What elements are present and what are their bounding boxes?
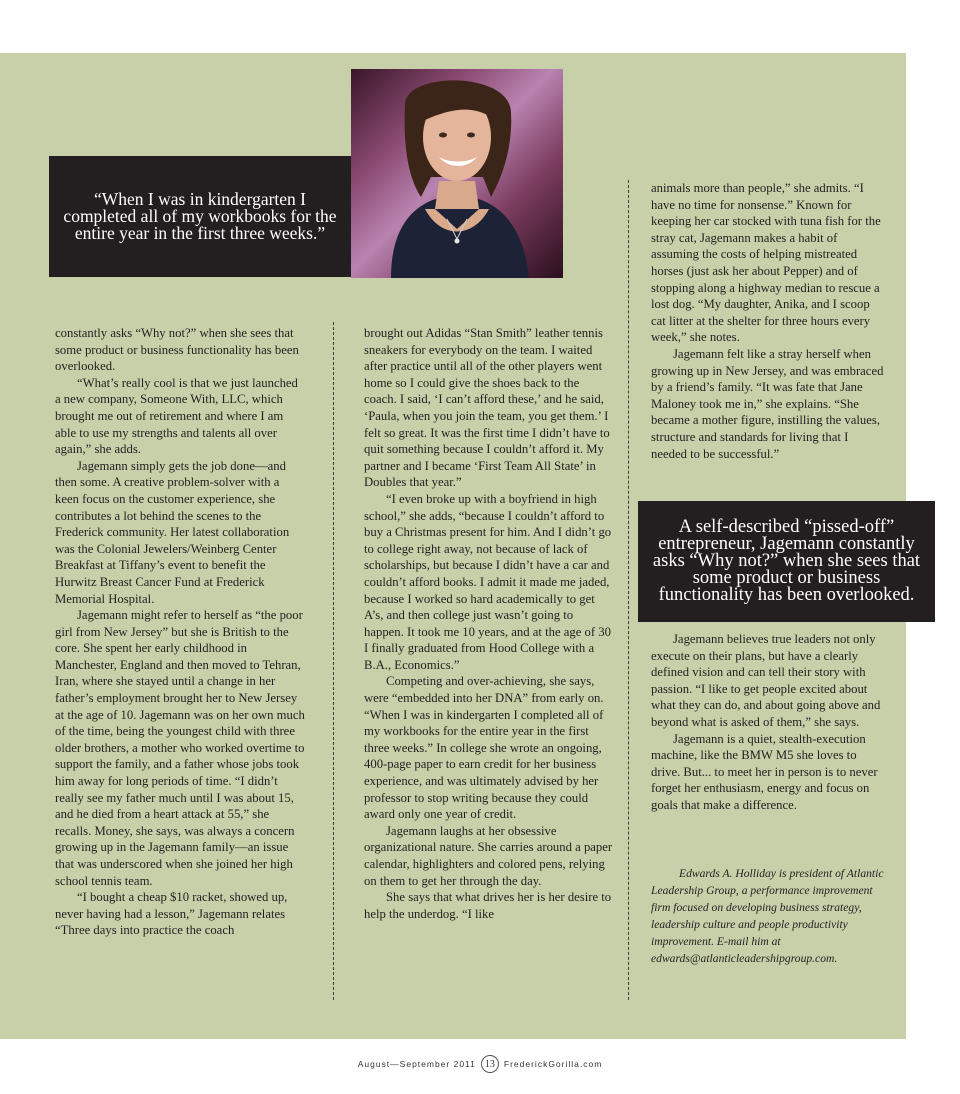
article-column-1 — [55, 325, 305, 939]
article-paragraph: constantly asks “Why not?” when she sees that some product or business functionality has been overlooked. — [55, 326, 299, 374]
article-paragraph: Jagemann felt like a stray herself when growing up in New Jersey, and was embraced by a friend’s family. “It was fate that Jane Maloney took me in,” she explains. “She became a mother figure, instilling the values, structure and standards for living that I needed to be successful.” — [651, 346, 884, 461]
page-number: 13 — [481, 1055, 499, 1073]
article-paragraph: Jagemann is a quiet, stealth-execution machine, like the BMW M5 she loves to drive. But... to meet her in person is to never forget her enthusiasm, energy and focus on goals that make a difference. — [651, 731, 878, 812]
footer-website: FrederickGorilla.com — [503, 1059, 603, 1069]
footer-issue-date: August—September 2011 — [357, 1059, 476, 1069]
portrait-illustration — [351, 69, 563, 278]
article-column-3-bottom — [651, 631, 886, 814]
author-bio-text: Edwards A. Holliday is president of Atlantic Leadership Group, a performance improvement firm focused on developing business strategy, leadership culture and people productivity improvement. E-mail him at edwards@atlanticleadershipgroup.com. — [651, 867, 884, 965]
column-divider-left — [333, 322, 334, 1000]
article-paragraph: “I bought a cheap $10 racket, showed up, never having had a lesson,” Jagemann relates “Three days into practice the coach — [55, 890, 288, 938]
article-paragraph: Competing and over-achieving, she says, were “embedded into her DNA” from early on. “When I was in kindergarten I completed all of my workbooks for the entire year in the first three weeks.” In college she wrote an ongoing, 400-page paper to earn credit for her business experience, and was ultimately advised by her professor to stop writing because they could award only one year of credit. — [364, 674, 604, 822]
pull-quote-why-not: A self-described “pissed-off” entrepreneur, Jagemann constantly asks “Why not?” when she sees that some product or business functionality has been overlooked. — [638, 501, 935, 622]
article-paragraph: Jagemann simply gets the job done—and then some. A creative problem-solver with a keen focus on the customer experience, she contributes a lot behind the scenes to the Frederick community. Her latest collaboration was the Colonial Jewelers/Weinberg Center Breakfast at Tiffany’s event to benefit the Hurwitz Breast Cancer Fund at Frederick Memorial Hospital. — [55, 458, 290, 606]
article-paragraph: “What’s really cool is that we just launched a new company, Someone With, LLC, which brought me out of retirement and where I am able to use my strengths and talents all over again,” she adds. — [55, 375, 298, 457]
article-paragraph: brought out Adidas “Stan Smith” leather tennis sneakers for everybody on the team. I waited after practice until all of the other players went home so I could give the shoes back to the coach. I said, ‘I can’t afford these,’ and he said, ‘Paula, when you join the team, you get them.’ I felt so great. It was the first time I didn’t have to quit something because I couldn’t afford it. My partner and I became ‘First Team All State’ in Doubles that year.” — [364, 326, 610, 490]
article-paragraph: animals more than people,” she admits. “I have no time for nonsense.” Known for keeping her car stocked with tuna fish for the stray cat, Jagemann makes a habit of assuming the costs of helping mistreated horses (just ask her about Pepper) and of stopping along a highway median to rescue a lost dog. “My daughter, Anika, and I scoop cat litter at the shelter for three hours every week,” she notes. — [651, 181, 881, 345]
author-bio — [651, 865, 886, 967]
article-paragraph: Jagemann believes true leaders not only execute on their plans, but have a clearly defined vision and can tell their story with passion. “I like to get people excited about what they can do, and about going above and beyond what is asked of them,” she says. — [651, 632, 881, 729]
article-paragraph: She says that what drives her is her desire to help the underdog. “I like — [364, 890, 612, 921]
article-column-3-top — [651, 180, 886, 462]
article-paragraph: “I even broke up with a boyfriend in high school,” she adds, “because I couldn’t afford to buy a Christmas present for him. And I didn’t go to college right away, not because of lack of scholarships, but because I didn’t have a car and couldn’t afford books. I admit it made me jaded, because I worked so hard academically to get A’s, and then college just wasn’t going to happen. It took me 10 years, and at the age of 30 I finally graduated from Hood College with a B.A., Economics.” — [364, 491, 612, 672]
article-paragraph: Jagemann might refer to herself as “the poor girl from New Jersey” but she is British to the core. She spent her early childhood in Manchester, England and then moved to Tehran, Iran, where she stayed until a change in her father’s employment brought her to New Jersey at the age of 10. Jagemann was on her own much of the time, being the youngest child with three older brothers, a mother who worked overtime to support the family, and a father whose jobs took him away for long periods of time. “I didn’t really see my father much until I was about 15, and he died from a heart attack at 55,” she recalls. Money, she says, was always a concern growing up in the Jagemann family—an issue that was underscored when she joined her high school tennis team. — [55, 608, 305, 888]
column-divider-right — [628, 180, 629, 1000]
article-column-2 — [364, 325, 614, 922]
article-paragraph: Jagemann laughs at her obsessive organizational nature. She carries around a paper calendar, highlighters and colored pens, relying on them to get her through the day. — [364, 823, 613, 888]
portrait-photo — [351, 69, 563, 278]
page-footer — [0, 1053, 960, 1075]
pull-quote-kindergarten: “When I was in kindergarten I completed all of my workbooks for the entire year in the first three weeks.” — [49, 156, 351, 277]
